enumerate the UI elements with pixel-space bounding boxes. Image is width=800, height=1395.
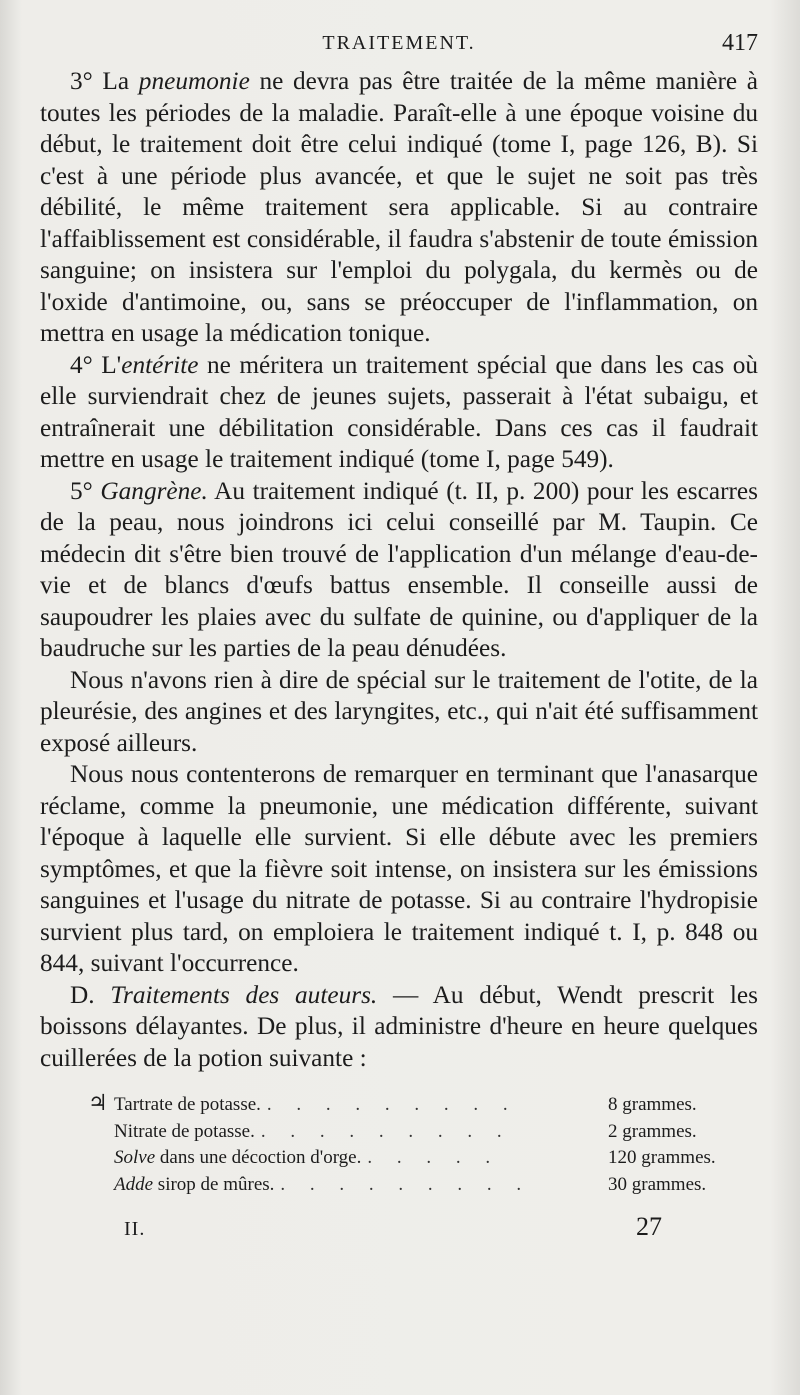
- recipe-quantity: 30 grammes.: [608, 1173, 707, 1195]
- paragraph-term: Traitements des auteurs.: [110, 980, 378, 1009]
- paragraph-term: pneumonie: [138, 67, 250, 95]
- paragraph-lead: 4° L': [70, 350, 122, 379]
- paragraph-otite: [40, 665, 758, 760]
- paragraph-anasarque: [40, 759, 758, 980]
- page-footer: [40, 1212, 758, 1252]
- recipe-name: Tartrate de potasse.: [114, 1094, 261, 1115]
- paragraph-pneumonie: [40, 66, 758, 350]
- running-title: TRAITEMENT.: [322, 32, 476, 54]
- body-text: [40, 66, 758, 1074]
- paragraph-text: — Au début, Wendt prescrit les boissons délayantes. De plus, il administre d'heure en heure quelques cuillerées de la potion suivante :: [40, 980, 758, 1072]
- paragraph-gangrene: [40, 476, 758, 665]
- recipe-row: [88, 1145, 738, 1172]
- paragraph-lead: 5°: [70, 476, 101, 505]
- paragraph-lead: D.: [70, 980, 111, 1009]
- recipe-leader-dots: . . . . . . . . .: [260, 1120, 512, 1142]
- recipe-ingredient: [114, 1172, 274, 1199]
- recipe-row: [88, 1119, 738, 1146]
- recipe-name: sirop de mûres.: [153, 1173, 275, 1195]
- paragraph-text: ne devra pas être traitée de la même manière à toutes les périodes de la maladie. Paraît-elle à une époque voisine du début, le traitement doit être celui indiqué (tome I, page 126, B). Si c'est à une période plus avancée, et que le sujet ne soit pas très débilité, le même traitement sera applicable. Si au contraire l'affaiblissement est considérable, il faudra s'abstenir de toute émission sanguine; on insistera sur l'emploi du polygala, du kermès ou de l'oxide d'antimoine, ou, sans se préoccuper de l'inflammation, on mettra en usage la médication tonique.: [40, 67, 759, 347]
- recipe-name: Nitrate de potasse.: [114, 1120, 255, 1142]
- paragraph-text: ne méritera un traitement spécial que dans les cas où elle surviendrait chez de jeunes sujets, passerait à l'état subaigu, et entraînerait une débilitation considérable. Dans ces cas il faudrait mettre en usage le traitement indiqué (tome I, page 549).: [40, 350, 758, 473]
- volume-signature: II.: [124, 1218, 146, 1240]
- paragraph-lead: 3° La: [70, 67, 139, 95]
- recipe-ingredient: [114, 1145, 361, 1172]
- recipe-name: dans une décoction d'orge.: [155, 1147, 362, 1168]
- paragraph-term: Gangrène.: [100, 476, 208, 505]
- recipe-quantity: 8 grammes.: [608, 1094, 697, 1115]
- recipe-row: [88, 1172, 738, 1199]
- recipe-ingredient: [114, 1092, 261, 1119]
- paragraph-text: Nous n'avons rien à dire de spécial sur le traitement de l'otite, de la pleurésie, des angines et des laryngites, etc., qui n'ait été suffisamment exposé ailleurs.: [40, 665, 758, 757]
- recipe-quantity: 2 grammes.: [608, 1120, 697, 1142]
- page-number: 417: [722, 30, 758, 56]
- paragraph-text: Au traitement indiqué (t. II, p. 200) pour les escarres de la peau, nous joindrons ici celui conseillé par M. Taupin. Ce médecin dit s'être bien trouvé de l'application d'un mélange d'eau-de-vie et de blancs d'œufs battus ensemble. Il conseille aussi de saupoudrer les plaies avec du sulfate de quinine, ou d'appliquer de la baudruche sur les parties de la peau dénudées.: [40, 476, 759, 662]
- paragraph-text: Nous nous contenterons de remarquer en terminant que l'anasarque réclame, comme la pneumonie, une médication différente, suivant l'époque à laquelle elle survient. Si elle débute avec les premiers symptômes, et que la fièvre soit intense, on insistera sur les émissions sanguines et l'usage du nitrate de potasse. Si au contraire l'hydropisie survient plus tard, on emploiera le traitement indiqué t. I, p. 848 ou 844, suivant l'occurrence.: [40, 760, 758, 977]
- recipe: [88, 1090, 738, 1198]
- recipe-prefix: Solve: [114, 1147, 156, 1168]
- recipe-ingredient: [114, 1119, 255, 1146]
- recipe-leader-dots: . . . . .: [367, 1147, 501, 1168]
- recipe-quantity: 120 grammes.: [608, 1147, 716, 1168]
- paragraph-term: entérite: [121, 350, 199, 379]
- paragraph-traitements-auteurs: [40, 980, 758, 1075]
- recipe-leader-dots: . . . . . . . . .: [266, 1094, 518, 1115]
- paragraph-enterite: [40, 350, 758, 476]
- jupiter-symbol-icon: ♃: [88, 1090, 108, 1115]
- recipe-row: [88, 1090, 738, 1119]
- sheet-number: 27: [636, 1212, 662, 1241]
- recipe-leader-dots: . . . . . . . . .: [280, 1173, 532, 1195]
- running-head: [40, 30, 758, 64]
- recipe-prefix: Adde: [114, 1173, 154, 1195]
